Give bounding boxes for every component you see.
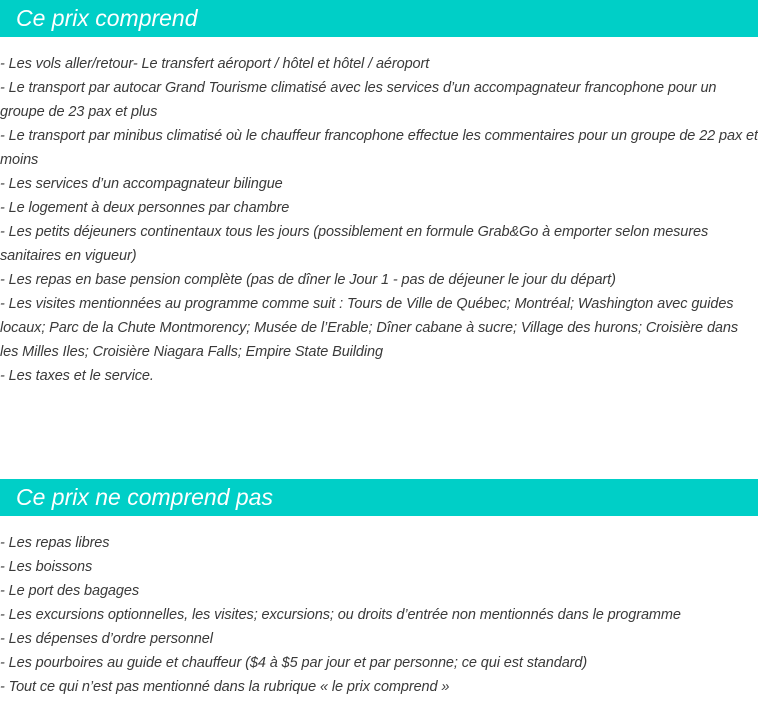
list-item: - Le logement à deux personnes par chambre [0, 200, 290, 216]
list-item: - Les boissons [0, 559, 93, 575]
list-item: - Les taxes et le service. [0, 368, 154, 384]
excluded-items-list [0, 531, 758, 699]
list-item: - Le port des bagages [0, 583, 139, 599]
included-section-title: Ce prix comprend [16, 5, 198, 31]
list-item: - Tout ce qui n’est pas mentionné dans la rubrique « le prix comprend » [0, 679, 450, 695]
list-item: - Le transport par minibus climatisé où le chauffeur francophone effectue les commentaires pour un groupe de 22 pax et moins [0, 128, 758, 168]
list-item: - Les excursions optionnelles, les visites; excursions; ou droits d’entrée non mentionnés dans le programme [0, 607, 681, 623]
included-section-header [0, 0, 758, 37]
list-item: - Les pourboires au guide et chauffeur ($4 à $5 par jour et par personne; ce qui est standard) [0, 655, 588, 671]
excluded-section-header [0, 479, 758, 516]
list-item: - Les dépenses d’ordre personnel [0, 631, 213, 647]
included-items-list [0, 52, 758, 388]
list-item: - Le transport par autocar Grand Tourisme climatisé avec les services d’un accompagnateur francophone pour un groupe de 23 pax et plus [0, 80, 717, 120]
excluded-section-title: Ce prix ne comprend pas [16, 484, 273, 510]
list-item: - Les petits déjeuners continentaux tous les jours (possiblement en formule Grab&Go à emporter selon mesures sanitaires en vigueur) [0, 224, 709, 264]
list-item: - Les repas libres [0, 535, 110, 551]
list-item: - Les repas en base pension complète (pas de dîner le Jour 1 - pas de déjeuner le jour du départ) [0, 272, 616, 288]
list-item: - Les services d’un accompagnateur bilingue [0, 176, 283, 192]
list-item: - Les vols aller/retour- Le transfert aéroport / hôtel et hôtel / aéroport [0, 56, 430, 72]
list-item: - Les visites mentionnées au programme comme suit : Tours de Ville de Québec; Montréal; Washington avec guides locaux; Parc de la Chute Montmorency; Musée de l’Erable; Dîner cabane à sucre; Village des hurons; Croisière dans les Milles Iles; Croisière Niagara Falls; Empire State Building [0, 296, 738, 360]
